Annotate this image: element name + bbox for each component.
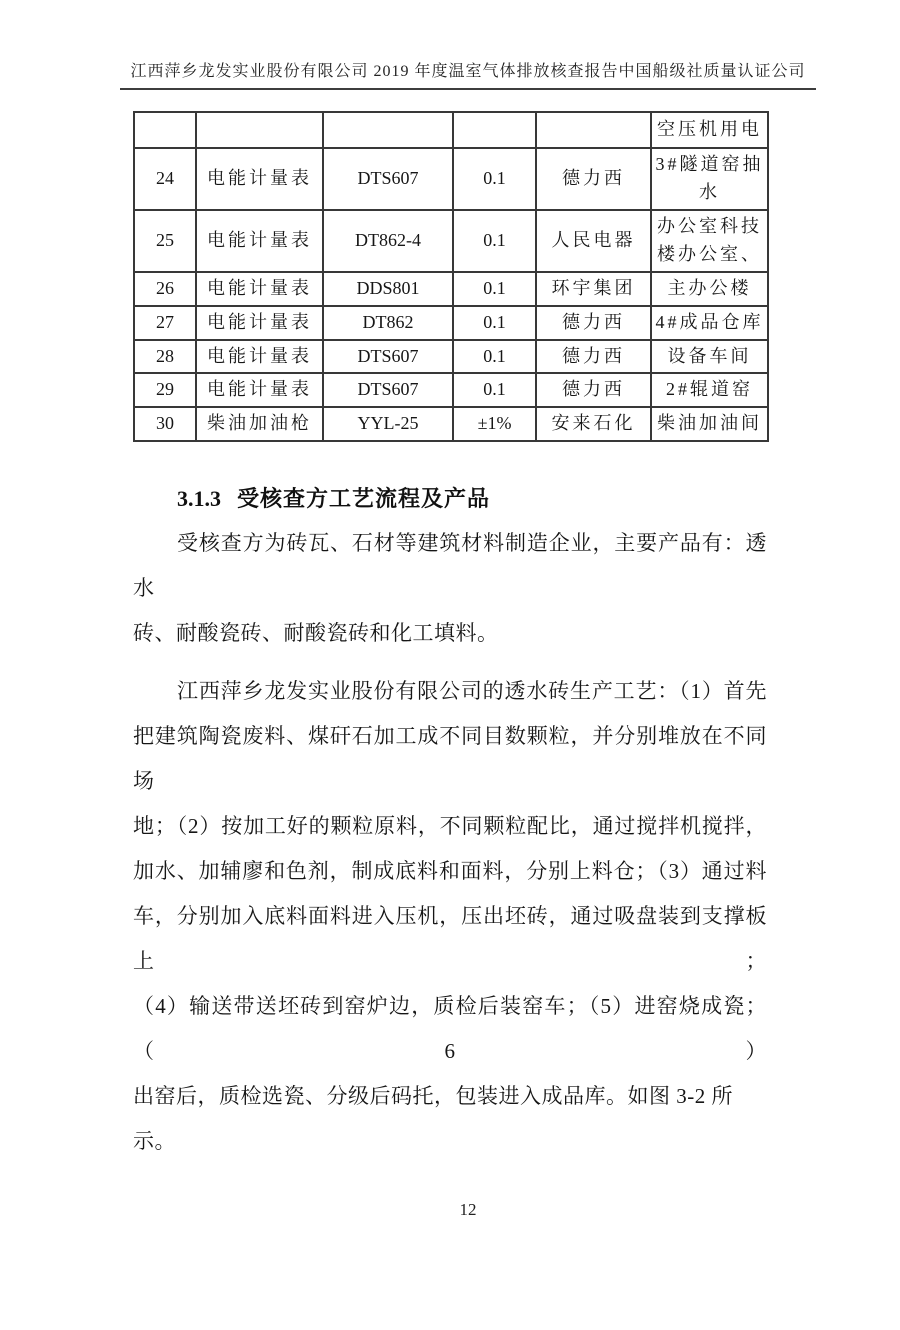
table-cell: 安来石化 — [536, 407, 651, 441]
paragraph-products — [133, 521, 767, 656]
paragraph-line: 车，分别加入底料面料进入压机，压出坯砖，通过吸盘装到支撑板上； — [133, 904, 767, 974]
table-cell: 德力西 — [536, 340, 651, 374]
table-row — [134, 112, 768, 148]
table-cell: 电能计量表 — [196, 340, 323, 374]
paragraph-line: 把建筑陶瓷废料、煤矸石加工成不同目数颗粒，并分别堆放在不同场 — [133, 724, 767, 794]
table-cell: 25 — [134, 210, 196, 272]
paragraph-line: （4）输送带送坯砖到窑炉边，质检后装窑车；（5）进窑烧成瓷；（6） — [133, 994, 767, 1064]
table-cell — [536, 112, 651, 148]
table-row — [134, 272, 768, 306]
table-cell — [134, 112, 196, 148]
paragraph-line: 受核查方为砖瓦、石材等建筑材料制造企业，主要产品有：透水 — [133, 531, 767, 601]
table-cell: 设备车间 — [651, 340, 768, 374]
table-cell: 30 — [134, 407, 196, 441]
table-cell: YYL-25 — [323, 407, 453, 441]
table-cell: 电能计量表 — [196, 148, 323, 210]
table-row — [134, 210, 768, 272]
table-cell: 德力西 — [536, 148, 651, 210]
table-cell: 0.1 — [453, 306, 536, 340]
table-cell: 电能计量表 — [196, 272, 323, 306]
table-cell: 0.1 — [453, 210, 536, 272]
section-title: 受核查方工艺流程及产品 — [237, 486, 491, 512]
table-cell: 柴油加油枪 — [196, 407, 323, 441]
section-number: 3.1.3 — [177, 486, 221, 512]
table-cell: ±1% — [453, 407, 536, 441]
table-cell: 29 — [134, 373, 196, 407]
table-cell: 2#辊道窑 — [651, 373, 768, 407]
table-cell: 空压机用电 — [651, 112, 768, 148]
paragraph-line: 出窑后，质检选瓷、分级后码托，包装进入成品库。如图 3-2 所示。 — [133, 1084, 733, 1154]
table-cell: 0.1 — [453, 148, 536, 210]
paragraph-process — [133, 669, 767, 1164]
table-cell: DTS607 — [323, 340, 453, 374]
paragraph-line: 砖、耐酸瓷砖、耐酸瓷砖和化工填料。 — [133, 621, 499, 646]
table-cell: 电能计量表 — [196, 373, 323, 407]
table-cell: 环宇集团 — [536, 272, 651, 306]
table-cell: 27 — [134, 306, 196, 340]
paragraph-line: 地；（2）按加工好的颗粒原料，不同颗粒配比，通过搅拌机搅拌， — [133, 814, 767, 839]
table-cell: DTS607 — [323, 373, 453, 407]
table-row — [134, 306, 768, 340]
table-cell — [453, 112, 536, 148]
paragraph-line: 加水、加辅廖和色剂，制成底料和面料，分别上料仓；（3）通过料 — [133, 859, 767, 884]
table-cell: 28 — [134, 340, 196, 374]
table-cell: 0.1 — [453, 373, 536, 407]
measurement-device-table — [133, 111, 769, 442]
table-cell: 电能计量表 — [196, 210, 323, 272]
table-row — [134, 148, 768, 210]
table-row — [134, 340, 768, 374]
table-cell: 办公室科技楼办公室、 — [651, 210, 768, 272]
section-heading — [177, 482, 900, 513]
paragraph-line: 江西萍乡龙发实业股份有限公司的透水砖生产工艺：（1）首先 — [177, 679, 767, 704]
table-cell: DT862 — [323, 306, 453, 340]
table-row — [134, 407, 768, 441]
table-cell: 柴油加油间 — [651, 407, 768, 441]
table-cell: 0.1 — [453, 272, 536, 306]
table-cell: 24 — [134, 148, 196, 210]
table-cell — [196, 112, 323, 148]
table-cell: 26 — [134, 272, 196, 306]
table-cell: DTS607 — [323, 148, 453, 210]
table-cell: 人民电器 — [536, 210, 651, 272]
document-page — [0, 58, 900, 1330]
table-cell — [323, 112, 453, 148]
table-cell: 3#隧道窑抽水 — [651, 148, 768, 210]
page-number: 12 — [459, 1200, 477, 1219]
table-cell: 4#成品仓库 — [651, 306, 768, 340]
table-cell: DDS801 — [323, 272, 453, 306]
table-cell: 电能计量表 — [196, 306, 323, 340]
table-cell: 德力西 — [536, 373, 651, 407]
table-cell: 主办公楼 — [651, 272, 768, 306]
table-cell: 德力西 — [536, 306, 651, 340]
running-header: 江西萍乡龙发实业股份有限公司 2019 年度温室气体排放核查报告中国船级社质量认证公司 — [120, 58, 816, 90]
table-cell: DT862-4 — [323, 210, 453, 272]
table-cell: 0.1 — [453, 340, 536, 374]
table-row — [134, 373, 768, 407]
